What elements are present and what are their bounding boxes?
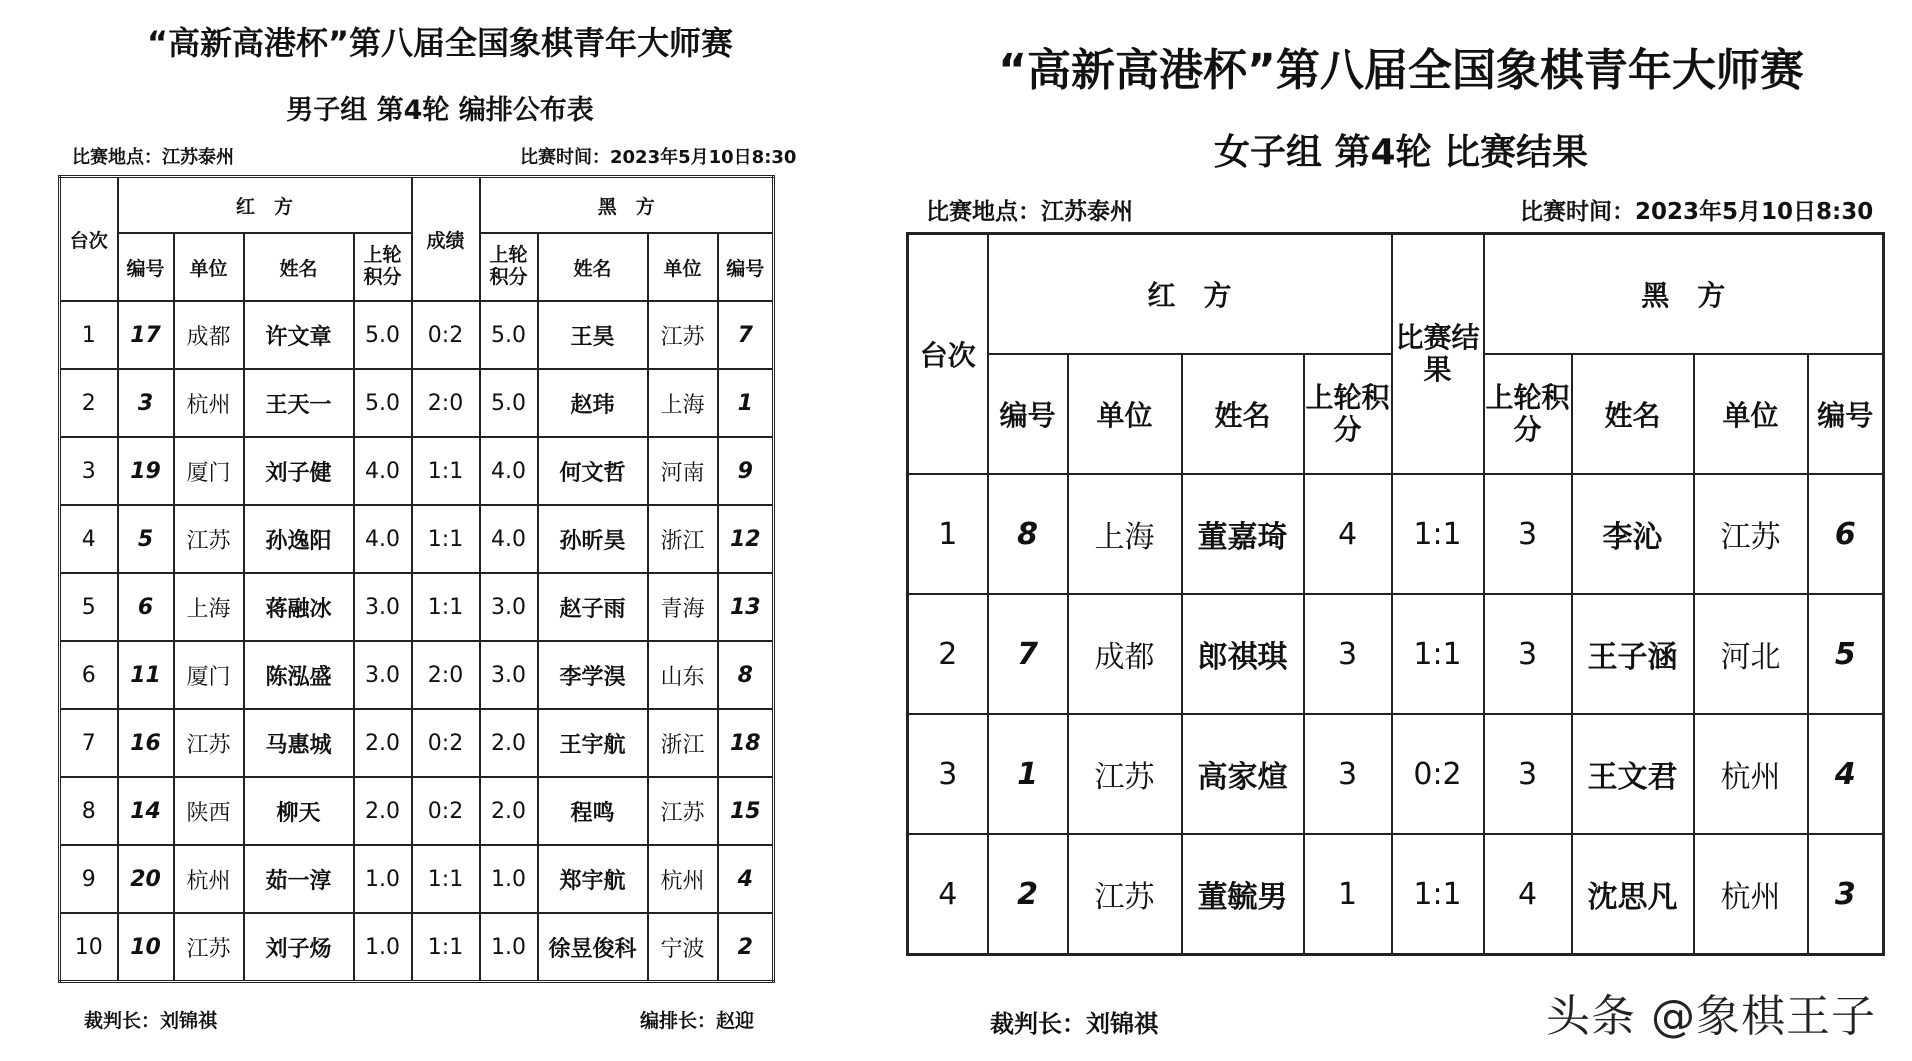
cell-result: 1:1: [412, 437, 480, 505]
left-venue: 比赛地点：江苏泰州: [72, 147, 234, 168]
cell-red-id: 19: [118, 437, 174, 505]
cell-black-unit: 上海: [648, 369, 718, 437]
cell-black-prev-score: 3.0: [480, 573, 538, 641]
cell-black-id: 15: [718, 777, 774, 845]
cell-red-id: 16: [118, 709, 174, 777]
cell-red-prev-score: 3: [1304, 594, 1392, 714]
cell-red-name: 郎祺琪: [1182, 594, 1304, 714]
header-black-prev-score: 上轮积分: [1484, 354, 1572, 474]
cell-black-prev-score: 2.0: [480, 709, 538, 777]
cell-black-name: 徐昱俊科: [538, 913, 648, 982]
cell-table-no: 2: [60, 369, 118, 437]
header-red-name: 姓名: [1182, 354, 1304, 474]
cell-red-name: 许文章: [244, 301, 354, 369]
header-red-name: 姓名: [244, 233, 354, 301]
cell-result: 1:1: [1392, 474, 1484, 594]
cell-black-name: 何文哲: [538, 437, 648, 505]
cell-black-id: 6: [1808, 474, 1884, 594]
cell-black-prev-score: 4.0: [480, 505, 538, 573]
cell-black-unit: 浙江: [648, 505, 718, 573]
header-red-prev-score: 上轮积分: [1304, 354, 1392, 474]
cell-black-id: 5: [1808, 594, 1884, 714]
header-black-id: 编号: [1808, 354, 1884, 474]
cell-result: 0:2: [1392, 714, 1484, 834]
cell-red-name: 王天一: [244, 369, 354, 437]
cell-red-name: 刘子炀: [244, 913, 354, 982]
header-red-side: 红 方: [988, 234, 1392, 355]
cell-black-name: 孙昕昊: [538, 505, 648, 573]
cell-table-no: 4: [908, 834, 988, 955]
cell-result: 1:1: [412, 573, 480, 641]
table-row: [60, 301, 774, 369]
cell-red-prev-score: 4.0: [354, 437, 412, 505]
cell-result: 1:1: [412, 913, 480, 982]
men-group-schedule-sheet: [0, 0, 880, 1061]
cell-result: 0:2: [412, 777, 480, 845]
header-red-id: 编号: [118, 233, 174, 301]
cell-black-unit: 青海: [648, 573, 718, 641]
cell-black-name: 赵子雨: [538, 573, 648, 641]
table-row: [60, 437, 774, 505]
cell-red-prev-score: 1.0: [354, 845, 412, 913]
cell-black-unit: 河南: [648, 437, 718, 505]
cell-red-unit: 江苏: [1068, 834, 1182, 955]
cell-result: 2:0: [412, 369, 480, 437]
cell-black-unit: 河北: [1694, 594, 1808, 714]
table-row: [908, 594, 1884, 714]
header-red-unit: 单位: [1068, 354, 1182, 474]
cell-red-prev-score: 4.0: [354, 505, 412, 573]
cell-red-unit: 厦门: [174, 437, 244, 505]
cell-result: 0:2: [412, 301, 480, 369]
cell-red-prev-score: 2.0: [354, 709, 412, 777]
left-chief-referee: 裁判长：刘锦祺: [84, 1010, 218, 1032]
cell-red-name: 茹一淳: [244, 845, 354, 913]
cell-red-id: 5: [118, 505, 174, 573]
header-red-unit: 单位: [174, 233, 244, 301]
cell-black-name: 王文君: [1572, 714, 1694, 834]
cell-table-no: 2: [908, 594, 988, 714]
left-title: “高新高港杯”第八届全国象棋青年大师赛: [146, 24, 734, 62]
cell-black-prev-score: 5.0: [480, 301, 538, 369]
cell-red-name: 董嘉琦: [1182, 474, 1304, 594]
table-row: [60, 845, 774, 913]
table-row: [60, 369, 774, 437]
cell-table-no: 9: [60, 845, 118, 913]
cell-black-unit: 杭州: [1694, 714, 1808, 834]
cell-table-no: 7: [60, 709, 118, 777]
cell-black-unit: 江苏: [648, 301, 718, 369]
cell-black-id: 4: [718, 845, 774, 913]
header-result: 比赛结果: [1392, 234, 1484, 475]
cell-table-no: 1: [908, 474, 988, 594]
cell-red-id: 11: [118, 641, 174, 709]
cell-result: 1:1: [1392, 594, 1484, 714]
table-row: [60, 573, 774, 641]
cell-red-id: 1: [988, 714, 1068, 834]
women-group-results-sheet: [890, 0, 1912, 1061]
cell-red-prev-score: 5.0: [354, 301, 412, 369]
cell-red-id: 3: [118, 369, 174, 437]
header-red-side: 红 方: [118, 177, 412, 234]
table-row: [60, 709, 774, 777]
cell-red-unit: 杭州: [174, 369, 244, 437]
cell-table-no: 10: [60, 913, 118, 982]
cell-red-name: 高家煊: [1182, 714, 1304, 834]
cell-red-prev-score: 4: [1304, 474, 1392, 594]
cell-red-prev-score: 3.0: [354, 573, 412, 641]
cell-red-name: 蒋融冰: [244, 573, 354, 641]
header-red-prev-score: 上轮积分: [354, 233, 412, 301]
header-black-name: 姓名: [538, 233, 648, 301]
cell-table-no: 5: [60, 573, 118, 641]
cell-black-prev-score: 1.0: [480, 845, 538, 913]
cell-red-name: 陈泓盛: [244, 641, 354, 709]
cell-red-id: 7: [988, 594, 1068, 714]
cell-table-no: 6: [60, 641, 118, 709]
right-table-body: [908, 474, 1884, 955]
header-black-side: 黑 方: [1484, 234, 1884, 355]
cell-black-name: 郑宇航: [538, 845, 648, 913]
table-row: [60, 641, 774, 709]
cell-black-unit: 江苏: [648, 777, 718, 845]
header-table-no: 台次: [908, 234, 988, 475]
header-black-side: 黑 方: [480, 177, 774, 234]
cell-red-id: 17: [118, 301, 174, 369]
cell-black-name: 李沁: [1572, 474, 1694, 594]
header-black-name: 姓名: [1572, 354, 1694, 474]
table-row: [908, 474, 1884, 594]
cell-black-prev-score: 5.0: [480, 369, 538, 437]
left-table-body: [60, 301, 774, 982]
cell-black-name: 王昊: [538, 301, 648, 369]
cell-black-id: 12: [718, 505, 774, 573]
left-time: 比赛时间：2023年5月10日8:30: [520, 147, 797, 168]
cell-black-name: 王子涵: [1572, 594, 1694, 714]
left-subtitle: 男子组 第4轮 编排公布表: [286, 95, 594, 126]
header-red-id: 编号: [988, 354, 1068, 474]
cell-red-unit: 陕西: [174, 777, 244, 845]
left-pairings-table: [58, 175, 775, 983]
header-black-id: 编号: [718, 233, 774, 301]
cell-red-prev-score: 3: [1304, 714, 1392, 834]
table-row: [908, 714, 1884, 834]
cell-red-prev-score: 2.0: [354, 777, 412, 845]
table-row: [60, 913, 774, 982]
right-subtitle: 女子组 第4轮 比赛结果: [1213, 132, 1589, 173]
cell-black-id: 7: [718, 301, 774, 369]
cell-black-id: 8: [718, 641, 774, 709]
cell-red-unit: 江苏: [174, 709, 244, 777]
cell-red-id: 10: [118, 913, 174, 982]
cell-black-id: 13: [718, 573, 774, 641]
right-title: “高新高港杯”第八届全国象棋青年大师赛: [998, 45, 1804, 96]
cell-black-name: 沈思凡: [1572, 834, 1694, 955]
cell-black-unit: 宁波: [648, 913, 718, 982]
cell-red-name: 孙逸阳: [244, 505, 354, 573]
cell-red-id: 20: [118, 845, 174, 913]
header-result: 成绩: [412, 177, 480, 302]
cell-result: 1:1: [412, 845, 480, 913]
cell-red-unit: 上海: [174, 573, 244, 641]
cell-black-unit: 杭州: [1694, 834, 1808, 955]
cell-red-prev-score: 5.0: [354, 369, 412, 437]
cell-red-name: 刘子健: [244, 437, 354, 505]
left-chief-scheduler: 编排长：赵迎: [640, 1010, 755, 1032]
cell-black-name: 程鸣: [538, 777, 648, 845]
cell-black-unit: 江苏: [1694, 474, 1808, 594]
cell-red-id: 14: [118, 777, 174, 845]
cell-black-prev-score: 2.0: [480, 777, 538, 845]
cell-red-unit: 江苏: [1068, 714, 1182, 834]
cell-table-no: 3: [908, 714, 988, 834]
right-time: 比赛时间：2023年5月10日8:30: [1520, 199, 1874, 225]
cell-black-name: 赵玮: [538, 369, 648, 437]
cell-red-unit: 成都: [174, 301, 244, 369]
right-results-table: [906, 232, 1885, 956]
cell-red-name: 董毓男: [1182, 834, 1304, 955]
cell-black-prev-score: 3.0: [480, 641, 538, 709]
cell-red-name: 马惠城: [244, 709, 354, 777]
header-table-no: 台次: [60, 177, 118, 302]
cell-red-name: 柳天: [244, 777, 354, 845]
cell-black-id: 4: [1808, 714, 1884, 834]
cell-black-prev-score: 3: [1484, 594, 1572, 714]
cell-red-unit: 厦门: [174, 641, 244, 709]
cell-red-unit: 上海: [1068, 474, 1182, 594]
cell-red-unit: 成都: [1068, 594, 1182, 714]
cell-table-no: 4: [60, 505, 118, 573]
cell-result: 1:1: [412, 505, 480, 573]
cell-black-id: 3: [1808, 834, 1884, 955]
cell-black-unit: 浙江: [648, 709, 718, 777]
watermark: 头条 @象棋王子: [1546, 991, 1876, 1042]
cell-black-prev-score: 3: [1484, 714, 1572, 834]
cell-table-no: 3: [60, 437, 118, 505]
cell-black-prev-score: 3: [1484, 474, 1572, 594]
cell-black-prev-score: 1.0: [480, 913, 538, 982]
cell-red-id: 6: [118, 573, 174, 641]
cell-table-no: 8: [60, 777, 118, 845]
header-black-unit: 单位: [648, 233, 718, 301]
table-row: [908, 834, 1884, 955]
cell-black-unit: 杭州: [648, 845, 718, 913]
cell-result: 2:0: [412, 641, 480, 709]
cell-black-id: 2: [718, 913, 774, 982]
cell-red-unit: 杭州: [174, 845, 244, 913]
cell-red-prev-score: 1.0: [354, 913, 412, 982]
cell-red-id: 8: [988, 474, 1068, 594]
cell-red-id: 2: [988, 834, 1068, 955]
cell-result: 0:2: [412, 709, 480, 777]
cell-black-prev-score: 4.0: [480, 437, 538, 505]
cell-black-id: 18: [718, 709, 774, 777]
cell-red-unit: 江苏: [174, 913, 244, 982]
cell-red-prev-score: 3.0: [354, 641, 412, 709]
cell-black-name: 李学淏: [538, 641, 648, 709]
cell-red-unit: 江苏: [174, 505, 244, 573]
cell-black-name: 王宇航: [538, 709, 648, 777]
cell-table-no: 1: [60, 301, 118, 369]
cell-black-id: 1: [718, 369, 774, 437]
cell-red-prev-score: 1: [1304, 834, 1392, 955]
cell-black-unit: 山东: [648, 641, 718, 709]
table-row: [60, 505, 774, 573]
right-chief-referee: 裁判长：刘锦祺: [990, 1010, 1158, 1038]
table-row: [60, 777, 774, 845]
cell-black-id: 9: [718, 437, 774, 505]
header-black-unit: 单位: [1694, 354, 1808, 474]
cell-black-prev-score: 4: [1484, 834, 1572, 955]
right-venue: 比赛地点：江苏泰州: [926, 199, 1133, 225]
header-black-prev-score: 上轮积分: [480, 233, 538, 301]
cell-result: 1:1: [1392, 834, 1484, 955]
